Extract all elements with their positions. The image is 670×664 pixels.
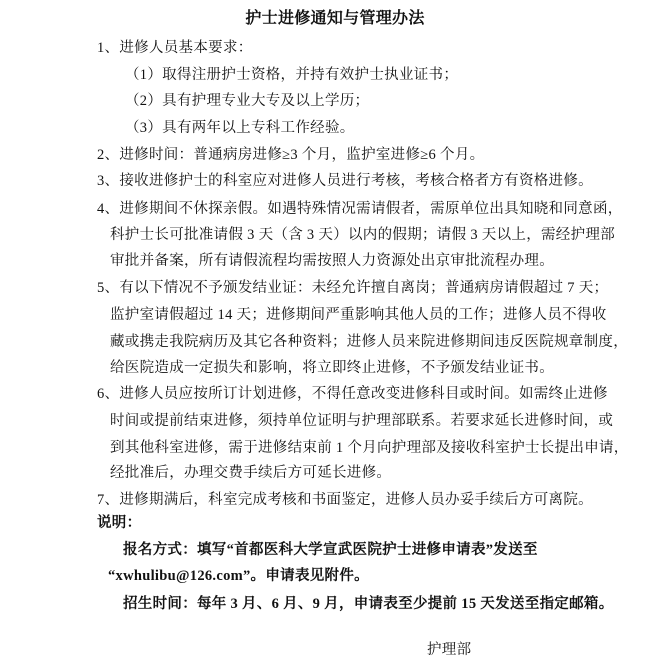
item-3: 3、接收进修护士的科室应对进修人员进行考核，考核合格者方有资格进修。 <box>97 173 593 189</box>
item-6-line-1: 6、进修人员应按所订计划进修，不得任意改变进修科目或时间。如需终止进修 <box>97 386 608 402</box>
signup-method-line-2: “xwhulibu@126.com”。申请表见附件。 <box>108 568 369 584</box>
item-2: 2、进修时间：普通病房进修≥3 个月，监护室进修≥6 个月。 <box>97 147 485 163</box>
item-5-line-1: 5、有以下情况不予颁发结业证：未经允许擅自离岗；普通病房请假超过 7 天； <box>97 280 609 296</box>
item-5-line-3: 藏或携走我院病历及其它各种资料；进修人员来院进修期间违反医院规章制度， <box>110 334 628 350</box>
item-6-line-2: 时间或提前结束进修，须持单位证明与护理部联系。若要求延长进修时间，或 <box>110 413 614 429</box>
item-6-line-4: 经批准后，办理交费手续后方可延长进修。 <box>110 465 392 481</box>
item-1-sub-1: （1）取得注册护士资格，并持有效护士执业证书； <box>125 67 459 83</box>
notes-heading: 说明： <box>97 515 142 531</box>
enrollment-schedule: 招生时间：每年 3 月、6 月、9 月，申请表至少提前 15 天发送至指定邮箱。 <box>123 596 614 612</box>
item-6-line-3: 到其他科室进修，需于进修结束前 1 个月向护理部及接收科室护士长提出申请， <box>110 440 629 456</box>
item-7: 7、进修期满后，科室完成考核和书面鉴定，进修人员办妥手续后方可离院。 <box>97 492 593 508</box>
item-4-line-3: 审批并备案，所有请假流程均需按照人力资源处出京审批流程办理。 <box>110 253 554 269</box>
signature: 护理部 <box>427 642 472 658</box>
item-1-sub-2: （2）具有护理专业大专及以上学历； <box>125 93 370 109</box>
item-4-line-1: 4、进修期间不休探亲假。如遇特殊情况需请假者，需原单位出具知晓和同意函， <box>97 201 623 217</box>
item-1: 1、进修人员基本要求： <box>97 40 253 56</box>
item-5-line-4: 给医院造成一定损失和影响，将立即终止进修，不予颁发结业证书。 <box>110 360 554 376</box>
item-1-sub-3: （3）具有两年以上专科工作经验。 <box>125 120 355 136</box>
signup-method-line-1: 报名方式：填写“首都医科大学宣武医院护士进修申请表”发送至 <box>123 542 538 558</box>
page-title: 护士进修通知与管理办法 <box>245 10 425 27</box>
item-4-line-2: 科护士长可批准请假 3 天（含 3 天）以内的假期；请假 3 天以上，需经护理部 <box>110 227 615 243</box>
item-5-line-2: 监护室请假超过 14 天；进修期间严重影响其他人员的工作；进修人员不得收 <box>110 307 607 323</box>
